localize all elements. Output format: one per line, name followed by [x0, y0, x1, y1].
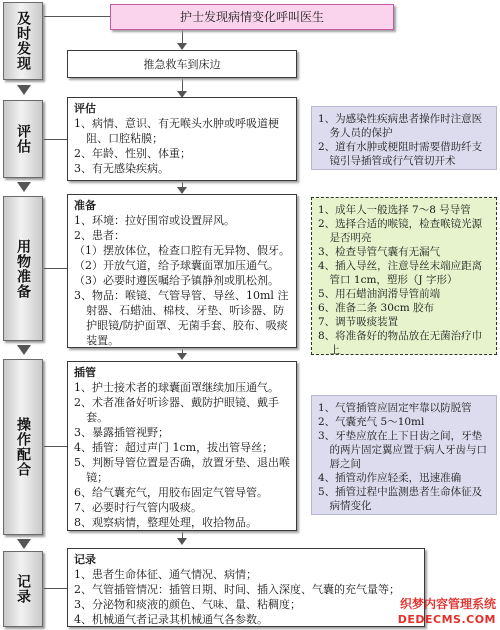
connector-top-to-rush: [182, 30, 183, 44]
prep-title: 准备: [74, 199, 96, 212]
phase-operate: [3, 359, 43, 535]
phase-arrow-3: [17, 345, 31, 355]
watermark-line-2: DEDECMS.COM: [397, 613, 496, 626]
arrowhead-rush: [177, 43, 187, 50]
record-item: 3、分泌物和痰液的颜色、气味、量、粘稠度；: [74, 598, 301, 611]
prep-item: 3、物品：喉镜、气管导管、导丝、10ml 注射器、石蜡油、棉枝、牙垫、听诊器、防护眼镜/防护面罩、无菌手套、胶布、吸痰装置。: [74, 289, 289, 347]
phase-discover-label: 及时发现: [15, 11, 31, 71]
intubation-item: 4、插管：超过声门 1cm，拔出管导丝；: [74, 441, 274, 454]
phase-arrow-4: [17, 539, 31, 549]
record-item: 2、气管插管情况：插管日期、时间、插入深度、气囊的充气量等；: [74, 583, 400, 596]
call-doctor-box: [110, 4, 394, 30]
rush-cart-box: [67, 50, 297, 78]
assess-item: 2、年龄、性别、体重；: [74, 147, 191, 160]
connector-assess-phase: [44, 139, 67, 140]
phase-assess: [3, 100, 43, 178]
intubation-title: 插管: [74, 366, 96, 379]
watermark: [398, 596, 496, 628]
record-box: [67, 548, 425, 627]
prep-item: （3）必要时遵医嘱给予镇静剂或肌松剂。: [74, 274, 279, 287]
intubation-note-item: 3、牙垫应放在上下日齿之间，牙垫的两片固定翼应置于病人牙齿与口唇之间: [318, 430, 488, 470]
arrowhead-intubation: [177, 353, 187, 360]
intubation-box: [67, 361, 297, 531]
phase-discover: [3, 2, 43, 80]
phase-prep: [3, 196, 43, 341]
assess-item: 3、有无感染疾病。: [74, 162, 169, 175]
connector-operate-phase: [44, 446, 67, 447]
connector-record-phase: [44, 588, 67, 589]
assess-box: [67, 97, 297, 181]
intubation-item: 7、必要时行气管内吸痰。: [74, 501, 202, 514]
prep-box: [67, 194, 297, 348]
intubation-note-item: 2、气囊充气 5～10ml: [318, 416, 425, 428]
phase-assess-label: 评估: [15, 124, 31, 154]
intubation-item: 1、护士接术者的球囊面罩继续加压通气。: [74, 381, 279, 394]
intubation-item: 6、给气囊充气，用胶布固定气管导管。: [74, 486, 268, 499]
prep-item: （2）开放气道，给予球囊面罩加压通气。: [74, 259, 279, 272]
phase-operate-label: 操作配合: [15, 417, 31, 477]
prep-note-item: 2、选择合适的喉镜，检查喉镜光源是否明亮: [318, 218, 483, 244]
prep-note: [311, 197, 497, 355]
watermark-line-1: 织梦内容管理系统: [399, 597, 496, 611]
prep-note-item: 8、将准备好的物品放在无菌治疗巾上: [318, 330, 483, 356]
assess-note-item: 2、道有水肿或梗阻时需要借助纤支镜引导插管或行气管切开术: [318, 141, 483, 167]
record-item: 4、机械通气者记录其机械通气各参数。: [74, 613, 268, 626]
prep-note-item: 7、调节吸痰装置: [318, 316, 399, 328]
prep-item: 2、患者：: [74, 229, 125, 242]
intubation-item: 2、术者准备好听诊器、戴防护眼镜、戴手套。: [74, 396, 279, 424]
prep-note-item: 4、插入导丝，注意导丝末端应距离管口 1cm，塑形（J 字形）: [318, 260, 483, 286]
prep-item: 1、环境：拉好围帘或设置屏风。: [74, 214, 235, 227]
phase-arrow-1: [17, 85, 31, 95]
assess-item: 1、病情、意识、有无喉头水肿或呼吸道梗阻、口腔粘膜；: [74, 117, 279, 145]
phase-prep-label: 用物准备: [15, 238, 31, 299]
connector-rush-to-assess: [182, 78, 183, 92]
intubation-item: 8、观察病情，整理处理，收拾物品。: [74, 516, 257, 529]
intubation-note-item: 1、气管插管应固定牢靠以防脱管: [318, 402, 472, 414]
arrowhead-prep: [177, 187, 187, 194]
arrowhead-record: [177, 538, 187, 545]
connector-discover-to-top: [44, 16, 110, 17]
assess-note-item: 1、为感染性疾病患者操作时注意医务人员的保护: [318, 113, 483, 139]
phase-record: [3, 551, 43, 627]
assess-title: 评估: [74, 102, 96, 115]
call-doctor-text: 护士发现病情变化呼叫医生: [179, 9, 324, 24]
rush-cart-text: 推急救车到床边: [143, 57, 221, 71]
prep-note-item: 5、用石蜡油润滑导管前端: [318, 288, 441, 300]
intubation-note-item: 5、插管过程中监测患者生命体征及病情变化: [318, 486, 483, 512]
prep-note-item: 6、准备二条 30cm 胶布: [318, 302, 435, 314]
intubation-item: 5、判断导管位置是否确，放置牙垫、退出喉镜；: [74, 456, 290, 484]
phase-record-label: 记录: [15, 574, 31, 604]
prep-note-item: 3、检查导管气囊有无漏气: [318, 246, 441, 258]
intubation-note-item: 4、插管动作应轻柔，迅速准确: [318, 472, 462, 484]
prep-item: （1）摆放体位，检查口腔有无异物、假牙。: [74, 244, 290, 257]
assess-note: [311, 106, 497, 170]
record-item: 1、患者生命体征、通气情况、病情；: [74, 568, 257, 581]
prep-note-item: 1、成年人一般选择 7～8 号导管: [318, 204, 471, 216]
intubation-note: [311, 395, 497, 515]
connector-prep-phase: [44, 268, 67, 269]
record-title: 记录: [74, 553, 96, 566]
intubation-item: 3、暴露插管视野；: [74, 426, 169, 439]
phase-arrow-2: [17, 182, 31, 192]
